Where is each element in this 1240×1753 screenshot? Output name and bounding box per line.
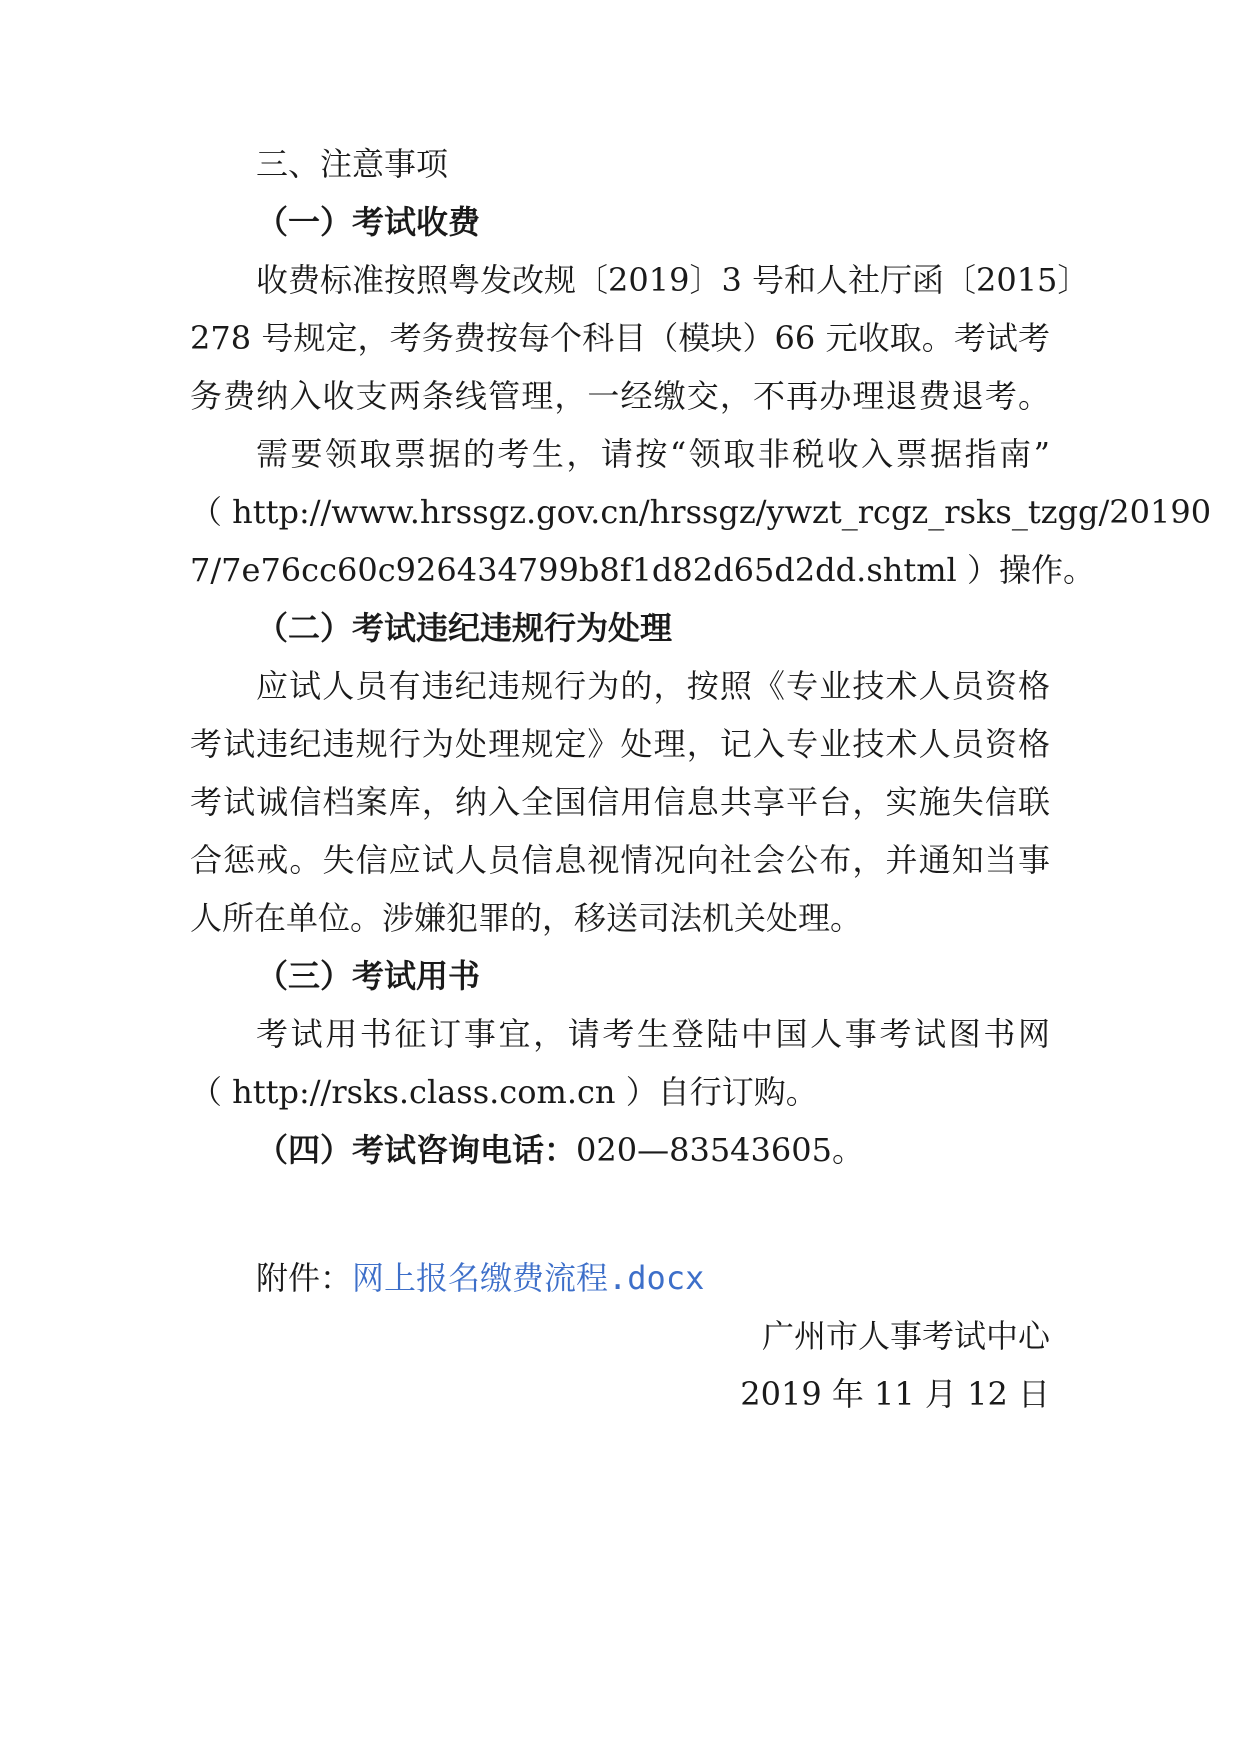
attachment-label: 附件： [256, 1259, 353, 1297]
section-heading: 三、注意事项 [256, 145, 449, 183]
violation-paragraph-line: 考试违纪违规行为处理规定》处理，记入专业技术人员资格 [190, 725, 1050, 763]
violation-heading: （二）考试违纪违规行为处理 [256, 609, 673, 647]
violation-paragraph-line: 应试人员有违纪违规行为的，按照《专业技术人员资格 [256, 667, 1050, 705]
fee-paragraph-line: 务费纳入收支两条线管理，一经缴交，不再办理退费退考。 [190, 377, 1050, 415]
books-heading: （三）考试用书 [256, 957, 481, 995]
fee-heading: （一）考试收费 [256, 203, 481, 241]
fee-url-line: 7/7e76cc60c926434799b8f1d82d65d2dd.shtml ）操作。 [190, 551, 1095, 589]
consult-heading: （四）考试咨询电话： [256, 1131, 577, 1169]
violation-paragraph-line: 合惩戒。失信应试人员信息视情况向社会公布，并通知当事 [190, 841, 1050, 879]
consult-phone: 020—83543605。 [576, 1131, 864, 1169]
fee-paragraph-line: 需要领取票据的考生，请按“领取非税收入票据指南” [256, 435, 1050, 473]
books-url-line: （ http://rsks.class.com.cn ）自行订购。 [190, 1073, 818, 1111]
fee-paragraph-line: 收费标准按照粤发改规〔2019〕3 号和人社厅函〔2015〕 [256, 261, 1090, 299]
consult-line [256, 1130, 864, 1170]
signature-date: 2019 年 11 月 12 日 [740, 1375, 1050, 1413]
attachment-line [256, 1258, 704, 1298]
fee-paragraph-line: 278 号规定，考务费按每个科目（模块）66 元收取。考试考 [190, 319, 1050, 357]
violation-paragraph-line: 考试诚信档案库，纳入全国信用信息共享平台，实施失信联 [190, 783, 1050, 821]
signature-organization: 广州市人事考试中心 [761, 1317, 1050, 1355]
attachment-link[interactable]: 网上报名缴费流程.docx [352, 1259, 705, 1297]
violation-paragraph-line: 人所在单位。涉嫌犯罪的，移送司法机关处理。 [190, 899, 863, 937]
books-paragraph-line: 考试用书征订事宜，请考生登陆中国人事考试图书网 [256, 1015, 1050, 1053]
fee-url-line: （ http://www.hrssgz.gov.cn/hrssgz/ywzt_rcgz_rsks_tzgg/20190 [190, 493, 1212, 531]
